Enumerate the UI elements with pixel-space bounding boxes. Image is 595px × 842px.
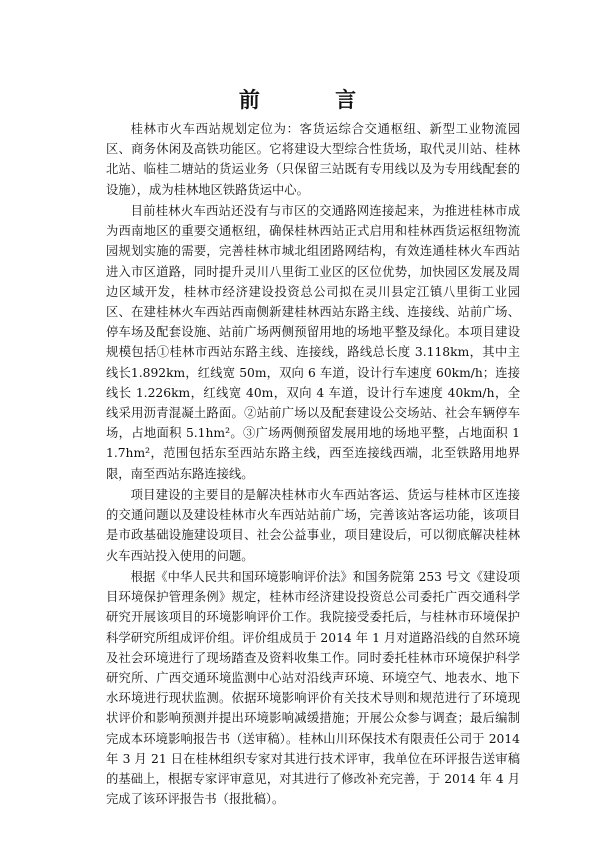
document-body bbox=[106, 119, 520, 809]
paragraph-project-purpose: 项目建设的主要目的是解决桂林市火车西站客运、货运与桂林市区连接的交通问题以及建设桂林市火车西站站前广场，完善该站客运功能，该项目是市政基础设施建设项目、社会公益事业，项目建设后，可以彻底解决桂林火车西站投入使用的问题。 bbox=[106, 488, 520, 563]
paragraph-positioning: 桂林市火车西站规划定位为：客货运综合交通枢纽、新型工业物流园区、商务休闲及高铁功能区。它将建设大型综合性货场，取代灵川站、桂林北站、临桂二塘站的货运业务（只保留三站既有专用线以及为专用线配套的设施），成为桂林地区铁路货运中心。 bbox=[106, 122, 520, 197]
page-title: 前 言 bbox=[238, 87, 391, 113]
paragraph-project-scope: 目前桂林火车西站还没有与市区的交通路网连接起来，为推进桂林市成为西南地区的重要交通枢纽，确保桂林西站正式启用和桂林西货运枢纽物流园规划实施的需要，完善桂林市城北组团路网结构，有效连通桂林火车西站进入市区道路，同时提升灵川八里街工业区的区位优势，加快园区发展及周边区域开发，桂林市经济建设投资总公司拟在灵川县定江镇八里街工业园区、在建桂林火车西站西南侧新建桂林西站东路主线、连接线、站前广场、停车场及配套设施、站前广场两侧预留用地的场地平整及绿化。本项目建设规模包括①桂林市西站东路主线、连接线，路线总长度 3.118km，其中主线长1.892km，红线宽 50m，双向 6 车道，设计行车速度 60km/h；连接线长 1.226km，红线宽 40m，双向 4 车道，设计行车速度 40km/h，全线采用沥青混凝土路面。②站前广场以及配套建设公交场站、社会车辆停车场，占地面积 5.1hm²。③广场两侧预留发展用地的场地平整，占地面积 11.7hm²，范围包括东至西站东路主线，西至连接线西端，北至铁路用地界限，南至西站东路连接线。 bbox=[106, 204, 520, 481]
paragraph-assessment-process: 根据《中华人民共和国环境影响评价法》和国务院第 253 号文《建设项目环境保护管理条例》规定，桂林市经济建设投资总公司委托广西交通科学研究开展该项目的环境影响评价工作。我院接受委托后，与桂林市环境保护科学研究所组成评价组。评价组成员于 2014 年 1 月对道路沿线的自然环境及社会环境进行了现场踏查及资料收集工作。同时委托桂林市环境保护科学研究所、广西交通环境监测中心站对沿线声环境、环境空气、地表水、地下水环境进行现状监测。依据环境影响评价有关技术导则和规范进行了环境现状评价和影响预测并提出环境影响减缓措施；开展公众参与调查；最后编制完成本环境影响报告书（送审稿）。桂林山川环保技术有限责任公司于 2014 年 3 月 21 日在桂林组织专家对其进行技术评审，我单位在环评报告送审稿的基础上，根据专家评审意见，对其进行了修改补充完善，于 2014 年 4 月完成了该环评报告书（报批稿）。 bbox=[106, 570, 520, 807]
